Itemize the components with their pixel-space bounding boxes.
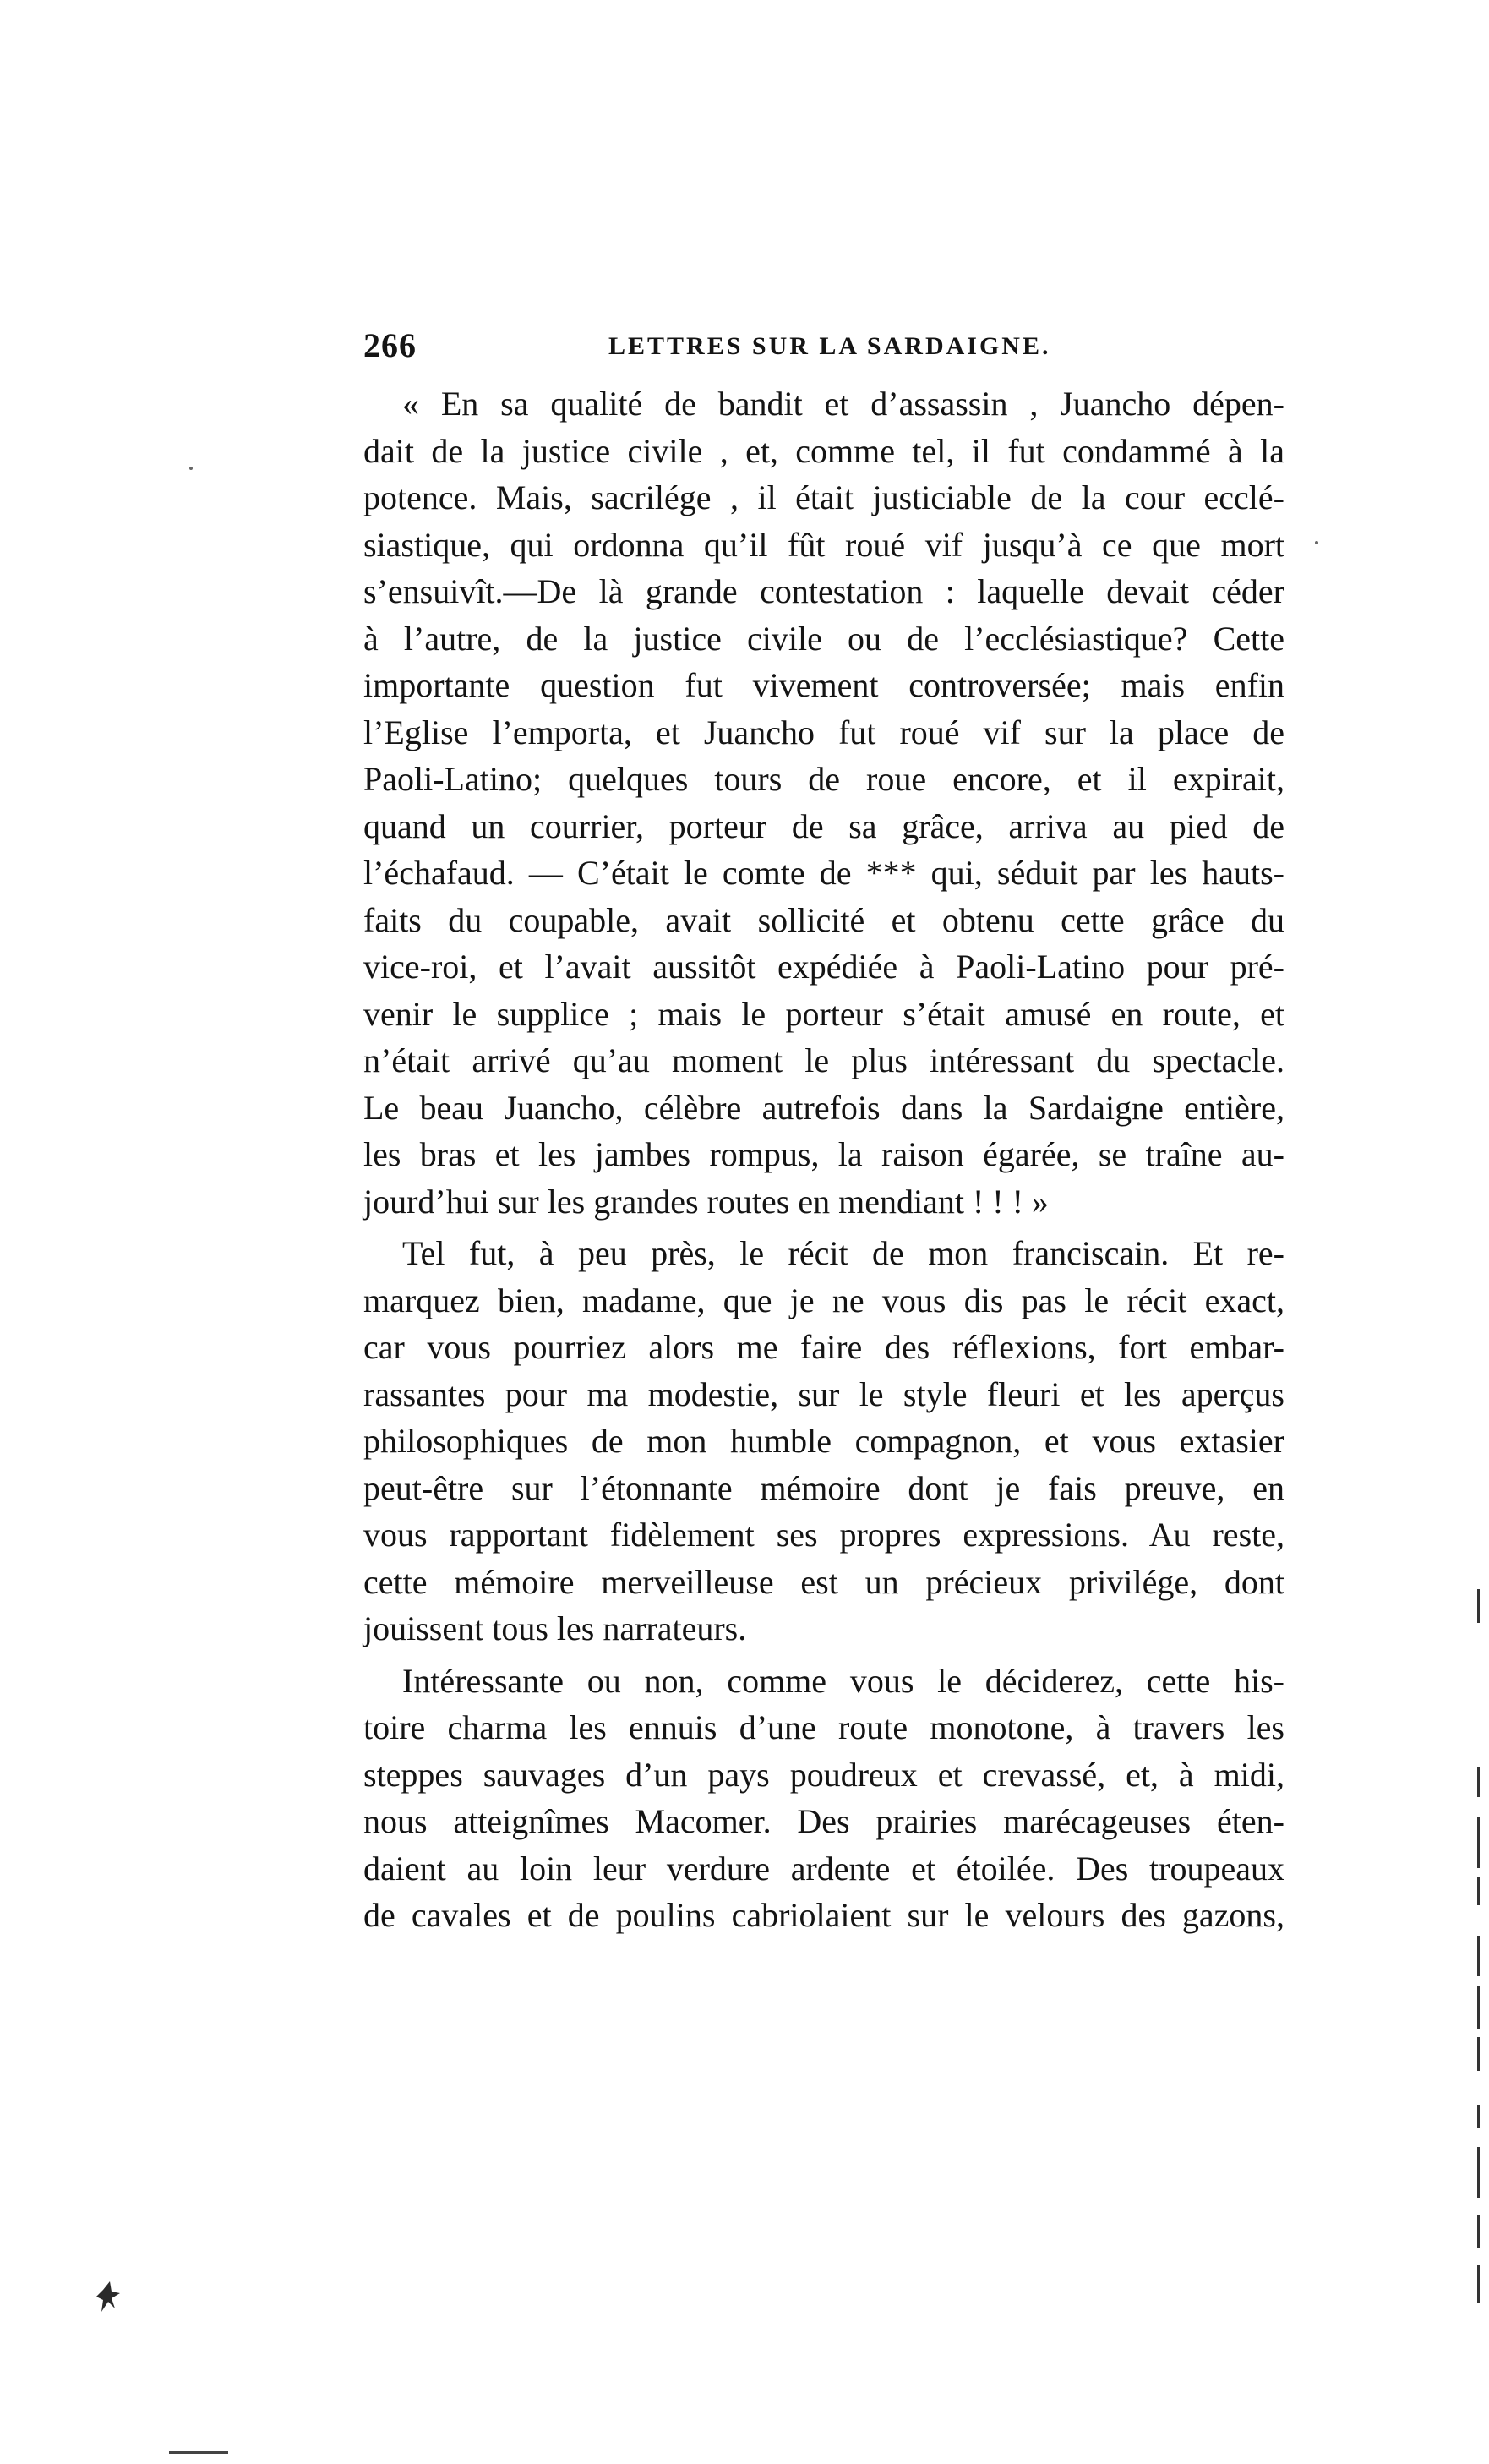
scan-speck bbox=[1315, 541, 1318, 544]
paragraph-narrator-remark bbox=[363, 1230, 1284, 1653]
running-head bbox=[363, 325, 1301, 376]
edge-tick bbox=[1477, 1767, 1480, 1797]
text-line: Tel fut, à peu près, le récit de mon franciscain. Et re- bbox=[402, 1234, 1284, 1272]
body-text bbox=[363, 380, 1284, 1939]
text-line: peut-être sur l’étonnante mémoire dont je fais preuve, en bbox=[363, 1468, 1284, 1507]
text-line: jouissent tous les narrateurs. bbox=[363, 1609, 747, 1647]
text-line: vous rapportant fidèlement ses propres expressions. Au reste, bbox=[363, 1516, 1284, 1554]
page-number: 266 bbox=[363, 326, 417, 364]
edge-tick bbox=[1477, 1877, 1480, 1905]
text-line: de cavales et de poulins cabriolaient sur le velours des gazons, bbox=[363, 1896, 1284, 1934]
running-title: LETTRES SUR LA SARDAIGNE. bbox=[608, 332, 1051, 360]
text-line: daient au loin leur verdure ardente et étoilée. Des troupeaux bbox=[363, 1849, 1284, 1888]
bottom-edge-rule bbox=[169, 2451, 228, 2454]
edge-tick bbox=[1477, 2037, 1480, 2071]
edge-tick bbox=[1477, 1817, 1480, 1868]
text-line: importante question fut vivement controversée; mais enfin bbox=[363, 666, 1284, 704]
scan-speck bbox=[189, 467, 193, 470]
text-line: à l’autre, de la justice civile ou de l’ecclésiastique? Cette bbox=[363, 619, 1284, 658]
text-line: Intéressante ou non, comme vous le déciderez, cette his- bbox=[402, 1661, 1284, 1700]
text-line: nous atteignîmes Macomer. Des prairies marécageuses éten- bbox=[363, 1802, 1284, 1840]
edge-tick bbox=[1477, 1936, 1480, 1976]
text-line: Le beau Juancho, célèbre autrefois dans la Sardaigne entière, bbox=[363, 1088, 1284, 1127]
text-line: s’ensuivît.—De là grande contestation : laquelle devait céder bbox=[363, 572, 1284, 610]
edge-tick bbox=[1477, 2215, 1480, 2248]
edge-tick bbox=[1477, 2147, 1480, 2198]
edge-tick bbox=[1477, 1986, 1480, 2029]
text-line: faits du coupable, avait sollicité et obtenu cette grâce du bbox=[363, 900, 1284, 939]
text-line: vice-roi, et l’avait aussitôt expédiée à Paoli-Latino pour pré- bbox=[363, 948, 1284, 986]
text-line: « En sa qualité de bandit et d’assassin , Juancho dépen- bbox=[402, 385, 1284, 423]
edge-tick bbox=[1477, 2265, 1480, 2303]
text-line: dait de la justice civile , et, comme tel, il fut condammé à la bbox=[363, 431, 1284, 470]
text-line: jourd’hui sur les grandes routes en mendiant ! ! ! » bbox=[363, 1182, 1049, 1221]
ink-blot-icon bbox=[95, 2278, 125, 2320]
text-line: philosophiques de mon humble compagnon, et vous extasier bbox=[363, 1422, 1284, 1460]
paragraph-macomer bbox=[363, 1658, 1284, 1939]
text-line: marquez bien, madame, que je ne vous dis pas le récit exact, bbox=[363, 1281, 1284, 1319]
text-line: steppes sauvages d’un pays poudreux et crevassé, et, à midi, bbox=[363, 1755, 1284, 1794]
text-line: toire charma les ennuis d’une route monotone, à travers les bbox=[363, 1708, 1284, 1746]
edge-tick bbox=[1477, 2105, 1480, 2128]
paragraph-juancho-story bbox=[363, 380, 1284, 1225]
text-line: rassantes pour ma modestie, sur le style fleuri et les aperçus bbox=[363, 1374, 1284, 1413]
text-line: potence. Mais, sacrilége , il était justiciable de la cour ecclé- bbox=[363, 478, 1284, 516]
text-line: n’était arrivé qu’au moment le plus intéressant du spectacle. bbox=[363, 1041, 1284, 1079]
text-line: car vous pourriez alors me faire des réflexions, fort embar- bbox=[363, 1328, 1284, 1366]
text-line: quand un courrier, porteur de sa grâce, arriva au pied de bbox=[363, 806, 1284, 845]
text-line: les bras et les jambes rompus, la raison égarée, se traîne au- bbox=[363, 1135, 1284, 1173]
text-line: l’Eglise l’emporta, et Juancho fut roué vif sur la place de bbox=[363, 713, 1284, 751]
text-line: Paoli-Latino; quelques tours de roue encore, et il expirait, bbox=[363, 760, 1284, 798]
text-line: l’échafaud. — C’était le comte de *** qui, séduit par les hauts- bbox=[363, 854, 1284, 892]
text-line: cette mémoire merveilleuse est un précieux privilége, dont bbox=[363, 1562, 1284, 1601]
text-line: venir le supplice ; mais le porteur s’était amusé en route, et bbox=[363, 994, 1284, 1033]
edge-tick bbox=[1477, 1589, 1480, 1623]
text-line: siastique, qui ordonna qu’il fût roué vif jusqu’à ce que mort bbox=[363, 525, 1284, 564]
scan-edge-marks bbox=[1477, 1589, 1481, 2333]
